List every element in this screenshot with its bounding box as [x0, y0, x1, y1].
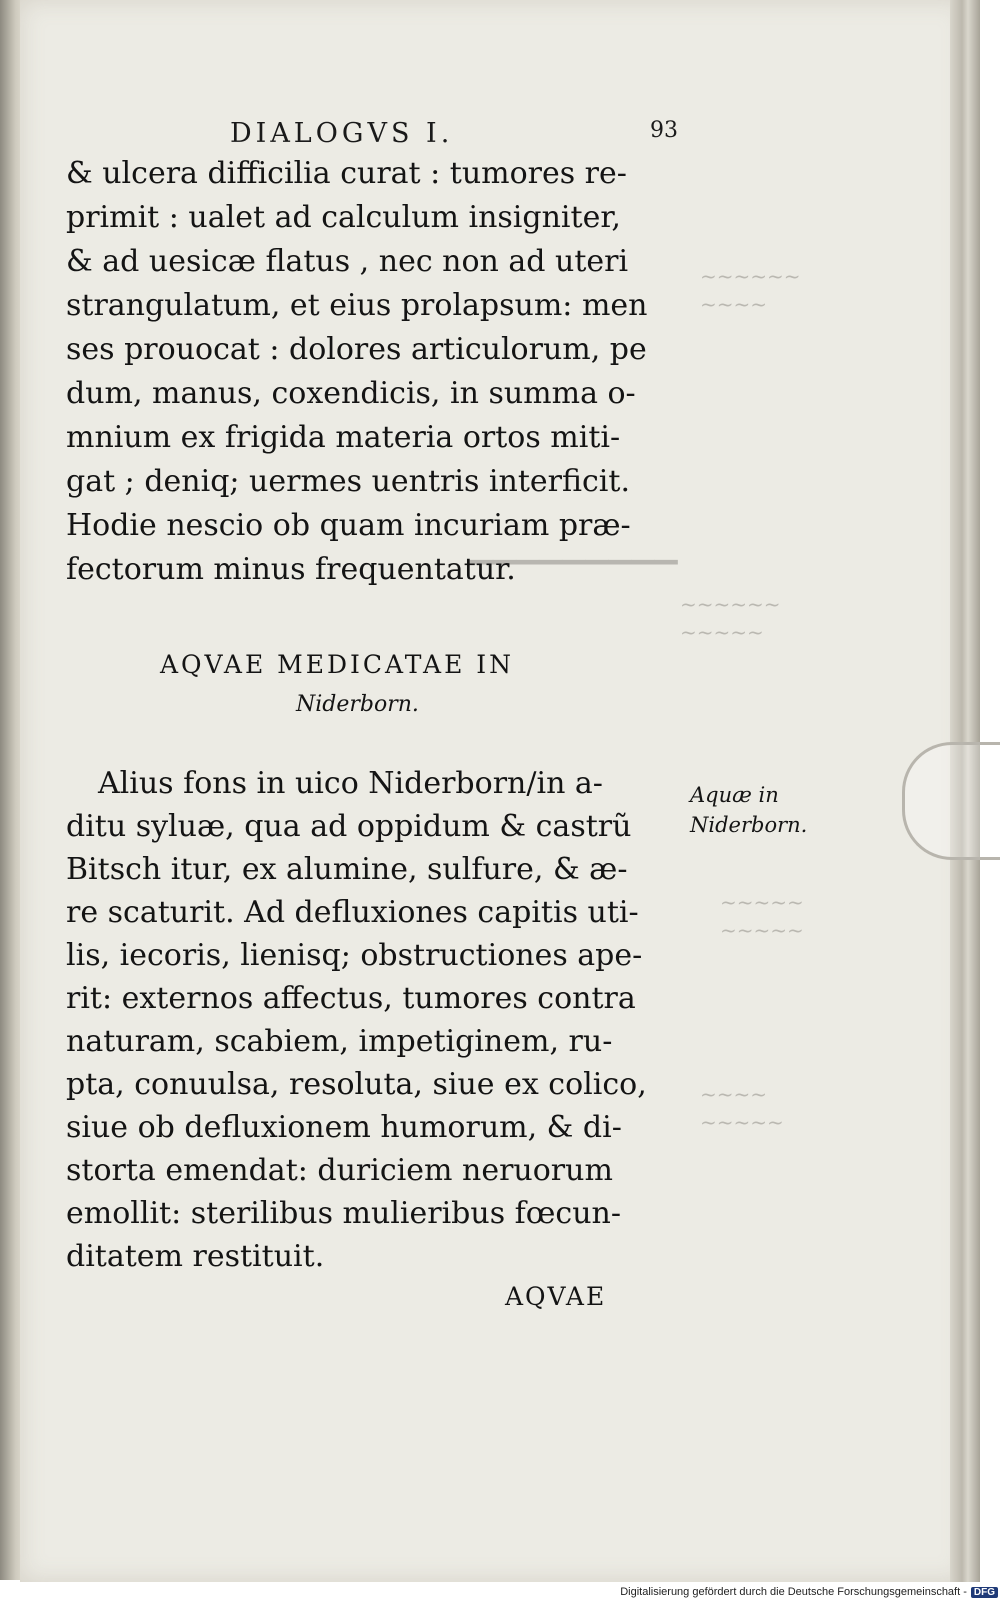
- text-line: re scaturit. Ad defluxiones capitis uti-: [66, 895, 639, 930]
- footer-text: Digitalisierung gefördert durch die Deutsche Forschungsgemeinschaft -: [620, 1586, 967, 1598]
- catchword: AQVAE: [505, 1282, 607, 1311]
- running-head: DIALOGVS I.: [230, 118, 454, 149]
- dfg-logo-icon: DFG: [971, 1587, 998, 1598]
- text-line: & ad uesicæ flatus , nec non ad uteri: [66, 244, 629, 279]
- text-line: rit: externos affectus, tumores contra: [66, 981, 636, 1016]
- text-line: siue ob defluxionem humorum, & di-: [66, 1110, 622, 1145]
- marginal-note: [690, 780, 807, 840]
- text-line: ditatem restituit.: [66, 1239, 325, 1274]
- text-line: dum, manus, coxendicis, in summa o-: [66, 376, 636, 411]
- text-line: pta, conuulsa, resoluta, siue ex colico,: [66, 1067, 647, 1102]
- text-line: Hodie nescio ob quam incuriam præ-: [66, 508, 631, 543]
- page-header: [230, 118, 690, 152]
- text-line: storta emendat: duriciem neruorum: [66, 1153, 613, 1188]
- text-line: gat ; deniq; uermes uentris interficit.: [66, 464, 630, 499]
- text-line: strangulatum, et eius prolapsum: men: [66, 288, 648, 323]
- show-through-margin: ~~~~ ~~~~~: [700, 1082, 784, 1134]
- text-line: naturam, scabiem, impetiginem, ru-: [66, 1024, 613, 1059]
- text-line: mnium ex frigida materia ortos miti-: [66, 420, 621, 455]
- text-line: lis, iecoris, lienisq; obstructiones ape-: [66, 938, 643, 973]
- text-line: Bitsch itur, ex alumine, sulfure, & æ-: [66, 852, 628, 887]
- section-subheading: Niderborn.: [296, 692, 419, 717]
- marginal-note-line: Niderborn.: [690, 813, 808, 837]
- show-through-margin: ~~~~~~ ~~~~~: [680, 592, 781, 644]
- text-line: ditu syluæ, qua ad oppidum & castrũ: [66, 809, 632, 844]
- text-line: & ulcera difficilia curat : tumores re-: [66, 156, 627, 191]
- text-line: emollit: sterilibus mulieribus fœcun-: [66, 1196, 621, 1231]
- text-line: primit : ualet ad calculum insigniter,: [66, 200, 621, 235]
- text-line: Alius fons in uico Niderborn/in a-: [98, 766, 603, 801]
- show-through-text: ▁▁▁▁▁▁▁▁▁: [470, 530, 678, 565]
- marginal-note-line: Aquæ in: [690, 783, 779, 807]
- page-number: 93: [650, 118, 678, 143]
- show-through-margin: ~~~~~~ ~~~~: [700, 264, 801, 316]
- body-text-paragraph-1: [66, 152, 686, 592]
- page-clip: [902, 742, 1000, 860]
- section-heading: AQVAE MEDICATAE IN: [160, 650, 515, 679]
- text-line: fectorum minus frequentatur.: [66, 552, 516, 587]
- text-line: ses prouocat : dolores articulorum, pe: [66, 332, 647, 367]
- show-through-margin: ~~~~~ ~~~~~: [720, 890, 804, 942]
- body-text-paragraph-2: [66, 762, 686, 1278]
- digitization-credit: [600, 1586, 998, 1604]
